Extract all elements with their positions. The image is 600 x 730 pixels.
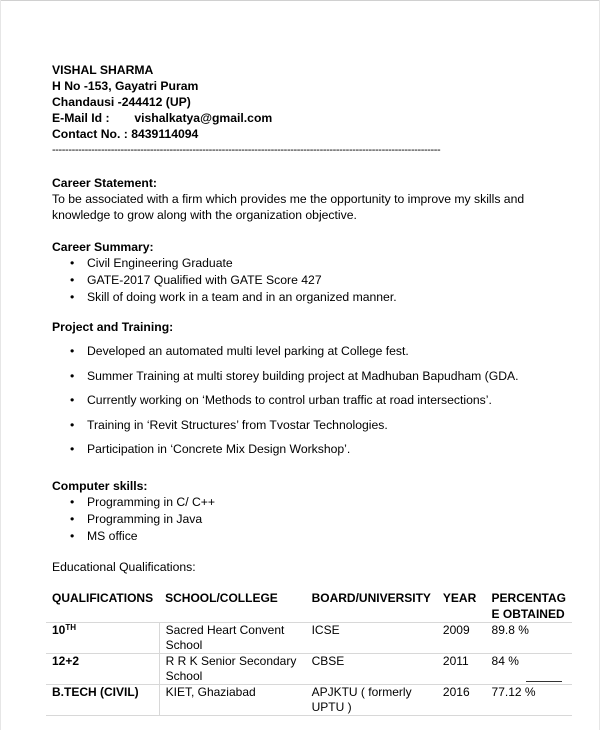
contact-line: Contact No. : 8439114094: [52, 127, 199, 141]
cell-year: 2011: [437, 653, 486, 684]
cell-board: APJKTU ( formerly UPTU ): [306, 684, 437, 715]
cell-board: CBSE: [306, 653, 437, 684]
bullet-icon: •: [70, 273, 75, 287]
bullet-icon: •: [70, 494, 75, 509]
list-item: • Skill of doing work in a team and in an organized manner.: [70, 290, 397, 304]
career-summary-title: Career Summary:: [52, 240, 154, 254]
cell-percentage: 84 %: [486, 653, 572, 684]
projects-list: [52, 343, 572, 466]
col-board: BOARD/UNIVERSITY: [311, 590, 431, 605]
projects-title: Project and Training:: [52, 320, 174, 334]
cell-school: KIET, Ghaziabad: [159, 684, 305, 715]
bullet-icon: •: [70, 256, 75, 270]
table-row: [46, 622, 572, 653]
cell-qualification: 10TH: [46, 622, 159, 653]
table-row: [46, 684, 572, 715]
education-header-row: [46, 589, 572, 623]
bullet-icon: •: [70, 368, 75, 383]
page-border-left: [0, 0, 1, 730]
bullet-icon: •: [70, 344, 75, 358]
email-label: E-Mail Id :: [52, 111, 110, 125]
career-statement-text: To be associated with a firm which provides me the opportunity to improve my skills and knowledge to grow along with the organization objective.: [52, 192, 525, 222]
list-item: • GATE-2017 Qualified with GATE Score 427: [70, 273, 322, 287]
trailing-rule: [526, 681, 562, 682]
cell-year: 2016: [437, 684, 486, 715]
applicant-name: VISHAL SHARMA: [52, 63, 154, 77]
col-year: YEAR: [442, 590, 477, 605]
list-item: • Training in ‘Revit Structures’ from Tvostar Technologies.: [70, 417, 388, 432]
career-summary-list: [52, 255, 572, 306]
cell-school: R R K Senior Secondary School: [159, 653, 305, 684]
list-item: • Programming in C/ C++: [70, 494, 216, 509]
education-table: [46, 589, 572, 716]
list-item: • Developed an automated multi level parking at College fest.: [70, 344, 409, 358]
bullet-icon: •: [70, 417, 75, 432]
career-statement-title: Career Statement:: [52, 176, 157, 190]
page-border-top: [0, 0, 600, 1]
cell-board: ICSE: [306, 622, 437, 653]
cell-qualification: 12+2: [46, 653, 159, 684]
bullet-icon: •: [70, 511, 75, 526]
separator-line: -----------------------------------------------------------------------------------------------------------------------: [52, 144, 441, 156]
bullet-icon: •: [70, 528, 75, 543]
cell-year: 2009: [437, 622, 486, 653]
col-percentage: PERCENTAG E OBTAINED: [491, 590, 566, 621]
list-item: • Summer Training at multi storey building project at Madhuban Bapudham (GDA.: [70, 368, 519, 383]
education-title: Educational Qualifications:: [52, 559, 196, 574]
col-qualifications: QUALIFICATIONS: [52, 590, 154, 605]
computer-skills-title: Computer skills:: [52, 478, 148, 493]
resume-content: [52, 62, 572, 716]
list-item: • Currently working on ‘Methods to control urban traffic at road intersections’.: [70, 393, 492, 407]
address-line-1: H No -153, Gayatri Puram: [52, 79, 199, 93]
address-line-2: Chandausi -244412 (UP): [52, 95, 191, 109]
email-line: [52, 110, 572, 126]
cell-school: Sacred Heart Convent School: [159, 622, 305, 653]
table-row: [46, 653, 572, 684]
email-value: vishalkatya@gmail.com: [134, 111, 273, 125]
computer-skills-list: [52, 494, 572, 545]
list-item: • MS office: [70, 528, 138, 543]
bullet-icon: •: [70, 393, 75, 407]
cell-qualification: B.TECH (CIVIL): [46, 684, 159, 715]
list-item: • Programming in Java: [70, 511, 203, 526]
bullet-icon: •: [70, 290, 75, 304]
bullet-icon: •: [70, 442, 75, 456]
cell-percentage: 89.8 %: [486, 622, 572, 653]
col-school: SCHOOL/COLLEGE: [165, 590, 278, 605]
cell-percentage: 77.12 %: [486, 684, 572, 715]
list-item: • Participation in ‘Concrete Mix Design Workshop’.: [70, 442, 351, 456]
list-item: • Civil Engineering Graduate: [70, 256, 233, 270]
